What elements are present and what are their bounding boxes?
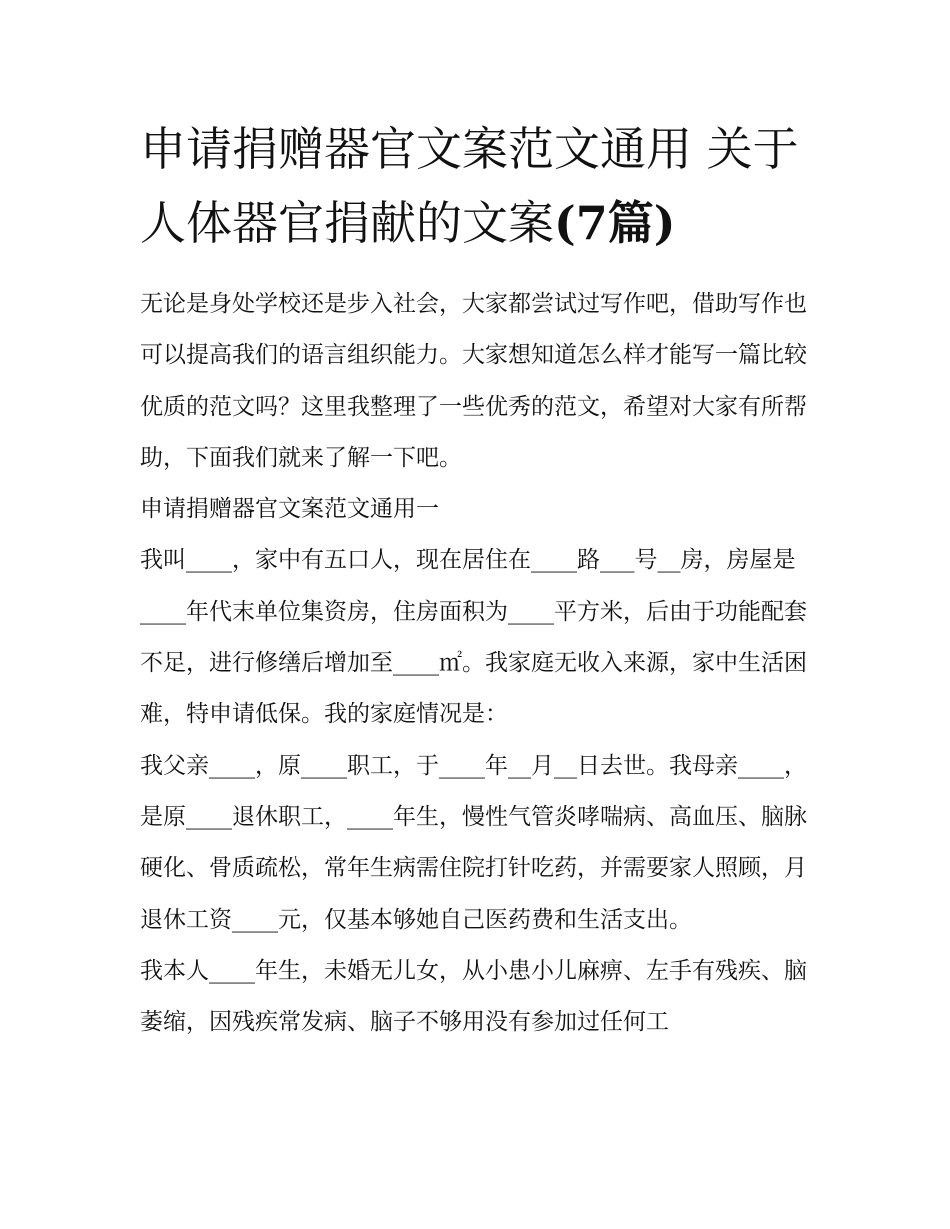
body-paragraph: 我父亲____，原____职工，于____年__月__日去世。我母亲____，是原____退休职工，____年生，慢性气管炎哮喘病、高血压、脑脉硬化、骨质疏松，常年生病需住院打针吃药，并需要家人照顾，月退休工资____元，仅基本够她自己医药费和生活支出。 bbox=[140, 752, 807, 933]
body-paragraph: 我本人____年生，未婚无儿女，从小患小儿麻痹、左手有残疾、脑萎缩，因残疾常发病、脑子不够用没有参加过任何工 bbox=[140, 957, 807, 1036]
document-title bbox=[140, 112, 820, 260]
section-heading: 申请捐赠器官文案范文通用一 bbox=[140, 496, 439, 523]
document-title-suffix: (7篇) bbox=[554, 196, 676, 250]
document-body bbox=[140, 279, 820, 1048]
document-title-main: 申请捐赠器官文案范文通用 关于人体器官捐献的文案 bbox=[140, 122, 799, 250]
intro-paragraph: 无论是身处学校还是步入社会，大家都尝试过写作吧，借助写作也可以提高我们的语言组织能力。大家想知道怎么样才能写一篇比较优质的范文吗？这里我整理了一些优秀的范文，希望对大家有所帮助，下面我们就来了解一下吧。 bbox=[140, 291, 807, 471]
body-paragraph: 我叫____，家中有五口人，现在居住在____路___号__房，房屋是____年代末单位集资房，住房面积为____平方米，后由于功能配套不足，进行修缮后增加至____㎡。我家庭无收入来源，家中生活困难，特申请低保。我的家庭情况是： bbox=[140, 547, 807, 728]
